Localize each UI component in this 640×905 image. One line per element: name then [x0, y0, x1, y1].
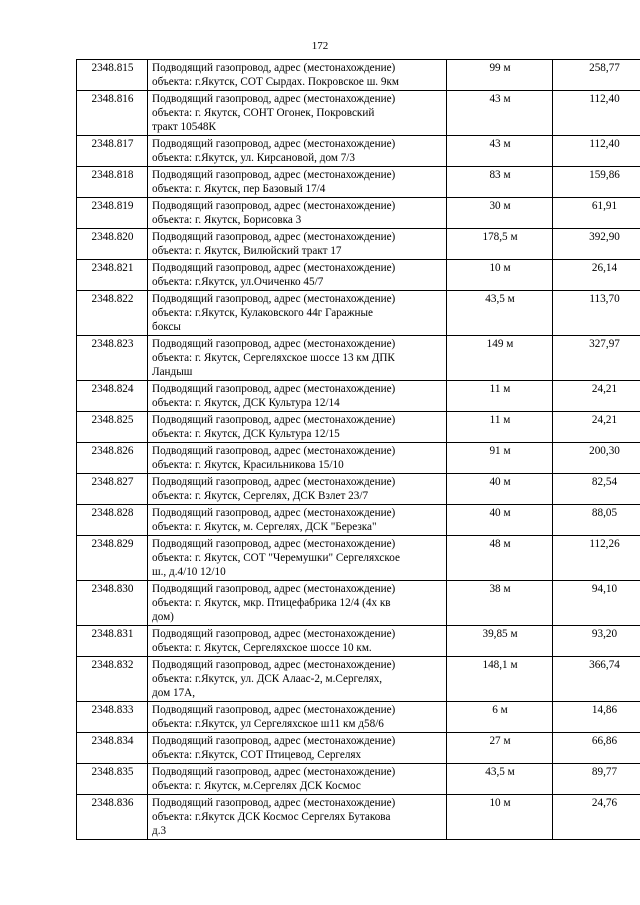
row-value: 82,54: [553, 474, 640, 505]
row-code: 2348.824: [77, 381, 148, 412]
row-code: 2348.817: [77, 136, 148, 167]
row-code: 2348.825: [77, 412, 148, 443]
description-line: Подводящий газопровод, адрес (местонахождение): [152, 583, 396, 595]
description-line: объекта: г. Якутск, Красильникова 15/10: [152, 459, 344, 471]
row-code: 2348.822: [77, 291, 148, 336]
description-line: объекта: г. Якутск, пер Базовый 17/4: [152, 183, 326, 195]
row-value: 112,40: [553, 136, 640, 167]
table-row: [77, 291, 640, 336]
table-row: [77, 229, 640, 260]
row-length: 30 м: [447, 198, 553, 229]
row-description: [148, 381, 447, 412]
description-line: объекта: г. Якутск, м. Сергелях, ДСК "Березка": [152, 521, 377, 533]
table-row: [77, 764, 640, 795]
row-length: 40 м: [447, 474, 553, 505]
row-description: [148, 291, 447, 336]
table-row: [77, 443, 640, 474]
row-description: [148, 412, 447, 443]
row-code: 2348.826: [77, 443, 148, 474]
row-description: [148, 91, 447, 136]
description-line: Подводящий газопровод, адрес (местонахождение): [152, 704, 396, 716]
row-code: 2348.829: [77, 536, 148, 581]
row-value: 93,20: [553, 626, 640, 657]
row-description: [148, 702, 447, 733]
row-value: 112,26: [553, 536, 640, 581]
description-line: Подводящий газопровод, адрес (местонахождение): [152, 231, 396, 243]
row-code: 2348.827: [77, 474, 148, 505]
table-row: [77, 733, 640, 764]
description-line: Подводящий газопровод, адрес (местонахождение): [152, 445, 396, 457]
row-description: [148, 198, 447, 229]
description-line: боксы: [152, 321, 181, 333]
row-value: 61,91: [553, 198, 640, 229]
row-description: [148, 136, 447, 167]
row-length: 10 м: [447, 260, 553, 291]
table-row: [77, 412, 640, 443]
description-line: объекта: г.Якутск, ул. Кирсановой, дом 7/3: [152, 152, 356, 164]
row-description: [148, 60, 447, 91]
description-line: Подводящий газопровод, адрес (местонахождение): [152, 262, 396, 274]
row-description: [148, 167, 447, 198]
description-line: Подводящий газопровод, адрес (местонахождение): [152, 538, 396, 550]
description-line: объекта: г.Якутск, ул. ДСК Алаас-2, м.Сергелях,: [152, 673, 383, 685]
description-line: Подводящий газопровод, адрес (местонахождение): [152, 93, 396, 105]
description-line: объекта: г. Якутск, Сергелях, ДСК Взлет 23/7: [152, 490, 369, 502]
row-length: 11 м: [447, 381, 553, 412]
table-row: [77, 198, 640, 229]
table-row: [77, 60, 640, 91]
row-code: 2348.836: [77, 795, 148, 840]
row-value: 26,14: [553, 260, 640, 291]
description-line: Подводящий газопровод, адрес (местонахождение): [152, 797, 396, 809]
row-code: 2348.833: [77, 702, 148, 733]
row-code: 2348.832: [77, 657, 148, 702]
description-line: объекта: г. Якутск, м.Сергелях ДСК Космос: [152, 780, 361, 792]
description-line: объекта: г.Якутск, ул.Очиченко 45/7: [152, 276, 324, 288]
row-length: 83 м: [447, 167, 553, 198]
description-line: дом 17А,: [152, 687, 196, 699]
description-line: Ландыш: [152, 366, 193, 378]
description-line: Подводящий газопровод, адрес (местонахождение): [152, 200, 396, 212]
table-row: [77, 657, 640, 702]
row-length: 43,5 м: [447, 764, 553, 795]
row-length: 48 м: [447, 536, 553, 581]
description-line: объекта: г. Якутск, Сергеляхское шоссе 10 км.: [152, 642, 372, 654]
description-line: Подводящий газопровод, адрес (местонахождение): [152, 138, 396, 150]
table-row: [77, 260, 640, 291]
row-length: 40 м: [447, 505, 553, 536]
row-code: 2348.831: [77, 626, 148, 657]
row-length: 43 м: [447, 136, 553, 167]
row-value: 24,76: [553, 795, 640, 840]
description-line: объекта: г. Якутск, СОНТ Огонек, Покровский: [152, 107, 375, 119]
row-length: 43,5 м: [447, 291, 553, 336]
row-length: 91 м: [447, 443, 553, 474]
description-line: тракт 10548К: [152, 121, 216, 133]
row-code: 2348.830: [77, 581, 148, 626]
table-row: [77, 136, 640, 167]
description-line: объекта: г.Якутск, СОТ Сырдах. Покровское ш. 9км: [152, 76, 400, 88]
description-line: объекта: г.Якутск, СОТ Птицевод, Сергелях: [152, 749, 362, 761]
table-row: [77, 336, 640, 381]
row-value: 24,21: [553, 381, 640, 412]
row-code: 2348.821: [77, 260, 148, 291]
row-description: [148, 581, 447, 626]
row-value: 89,77: [553, 764, 640, 795]
row-description: [148, 443, 447, 474]
description-line: Подводящий газопровод, адрес (местонахождение): [152, 293, 396, 305]
row-value: 94,10: [553, 581, 640, 626]
description-line: Подводящий газопровод, адрес (местонахождение): [152, 414, 396, 426]
row-description: [148, 795, 447, 840]
description-line: объекта: г. Якутск, СОТ "Черемушки" Сергеляхское: [152, 552, 400, 564]
description-line: объекта: г. Якутск, мкр. Птицефабрика 12/4 (4х кв: [152, 597, 391, 609]
row-code: 2348.815: [77, 60, 148, 91]
table-row: [77, 505, 640, 536]
row-description: [148, 733, 447, 764]
row-code: 2348.834: [77, 733, 148, 764]
table-row: [77, 167, 640, 198]
row-length: 11 м: [447, 412, 553, 443]
row-value: 392,90: [553, 229, 640, 260]
row-length: 148,1 м: [447, 657, 553, 702]
description-line: объекта: г. Якутск, ДСК Культура 12/14: [152, 397, 340, 409]
description-line: объекта: г.Якутск, Кулаковского 44г Гаражные: [152, 307, 373, 319]
description-line: объекта: г.Якутск, ул Сергеляхское ш11 км д58/6: [152, 718, 384, 730]
description-line: Подводящий газопровод, адрес (местонахождение): [152, 62, 396, 74]
description-line: Подводящий газопровод, адрес (местонахождение): [152, 338, 396, 350]
table-row: [77, 536, 640, 581]
row-description: [148, 626, 447, 657]
row-length: 10 м: [447, 795, 553, 840]
description-line: объекта: г.Якутск ДСК Космос Сергелях Бутакова: [152, 811, 391, 823]
description-line: Подводящий газопровод, адрес (местонахождение): [152, 383, 396, 395]
row-value: 24,21: [553, 412, 640, 443]
row-description: [148, 260, 447, 291]
table-row: [77, 474, 640, 505]
table-row: [77, 702, 640, 733]
row-length: 99 м: [447, 60, 553, 91]
row-code: 2348.816: [77, 91, 148, 136]
table-row: [77, 795, 640, 840]
description-line: Подводящий газопровод, адрес (местонахождение): [152, 507, 396, 519]
row-description: [148, 229, 447, 260]
row-code: 2348.818: [77, 167, 148, 198]
row-description: [148, 764, 447, 795]
description-line: ш., д.4/10 12/10: [152, 566, 226, 578]
row-value: 113,70: [553, 291, 640, 336]
table-row: [77, 381, 640, 412]
table-row: [77, 626, 640, 657]
row-value: 258,77: [553, 60, 640, 91]
description-line: объекта: г. Якутск, Вилюйский тракт 17: [152, 245, 342, 257]
description-line: Подводящий газопровод, адрес (местонахождение): [152, 476, 396, 488]
row-length: 43 м: [447, 91, 553, 136]
row-value: 14,86: [553, 702, 640, 733]
description-line: объекта: г. Якутск, Сергеляхское шоссе 13 км ДПК: [152, 352, 395, 364]
row-value: 327,97: [553, 336, 640, 381]
description-line: объекта: г. Якутск, Борисовка 3: [152, 214, 302, 226]
row-value: 200,30: [553, 443, 640, 474]
row-length: 38 м: [447, 581, 553, 626]
row-code: 2348.835: [77, 764, 148, 795]
row-code: 2348.828: [77, 505, 148, 536]
row-length: 27 м: [447, 733, 553, 764]
description-line: Подводящий газопровод, адрес (местонахождение): [152, 628, 396, 640]
row-description: [148, 474, 447, 505]
table-row: [77, 581, 640, 626]
row-description: [148, 657, 447, 702]
row-value: 88,05: [553, 505, 640, 536]
row-description: [148, 505, 447, 536]
row-description: [148, 336, 447, 381]
description-line: д.3: [152, 825, 167, 837]
row-value: 366,74: [553, 657, 640, 702]
row-description: [148, 536, 447, 581]
row-length: 39,85 м: [447, 626, 553, 657]
row-value: 112,40: [553, 91, 640, 136]
row-code: 2348.823: [77, 336, 148, 381]
row-value: 159,86: [553, 167, 640, 198]
row-code: 2348.820: [77, 229, 148, 260]
table-row: [77, 91, 640, 136]
description-line: Подводящий газопровод, адрес (местонахождение): [152, 169, 396, 181]
row-length: 6 м: [447, 702, 553, 733]
row-value: 66,86: [553, 733, 640, 764]
description-line: объекта: г. Якутск, ДСК Культура 12/15: [152, 428, 340, 440]
description-line: Подводящий газопровод, адрес (местонахождение): [152, 735, 396, 747]
asset-table-body: [77, 60, 640, 840]
description-line: дом): [152, 611, 174, 623]
row-length: 149 м: [447, 336, 553, 381]
row-length: 178,5 м: [447, 229, 553, 260]
asset-table: [76, 59, 640, 840]
description-line: Подводящий газопровод, адрес (местонахождение): [152, 659, 396, 671]
page-number: 172: [311, 40, 329, 52]
row-code: 2348.819: [77, 198, 148, 229]
description-line: Подводящий газопровод, адрес (местонахождение): [152, 766, 396, 778]
